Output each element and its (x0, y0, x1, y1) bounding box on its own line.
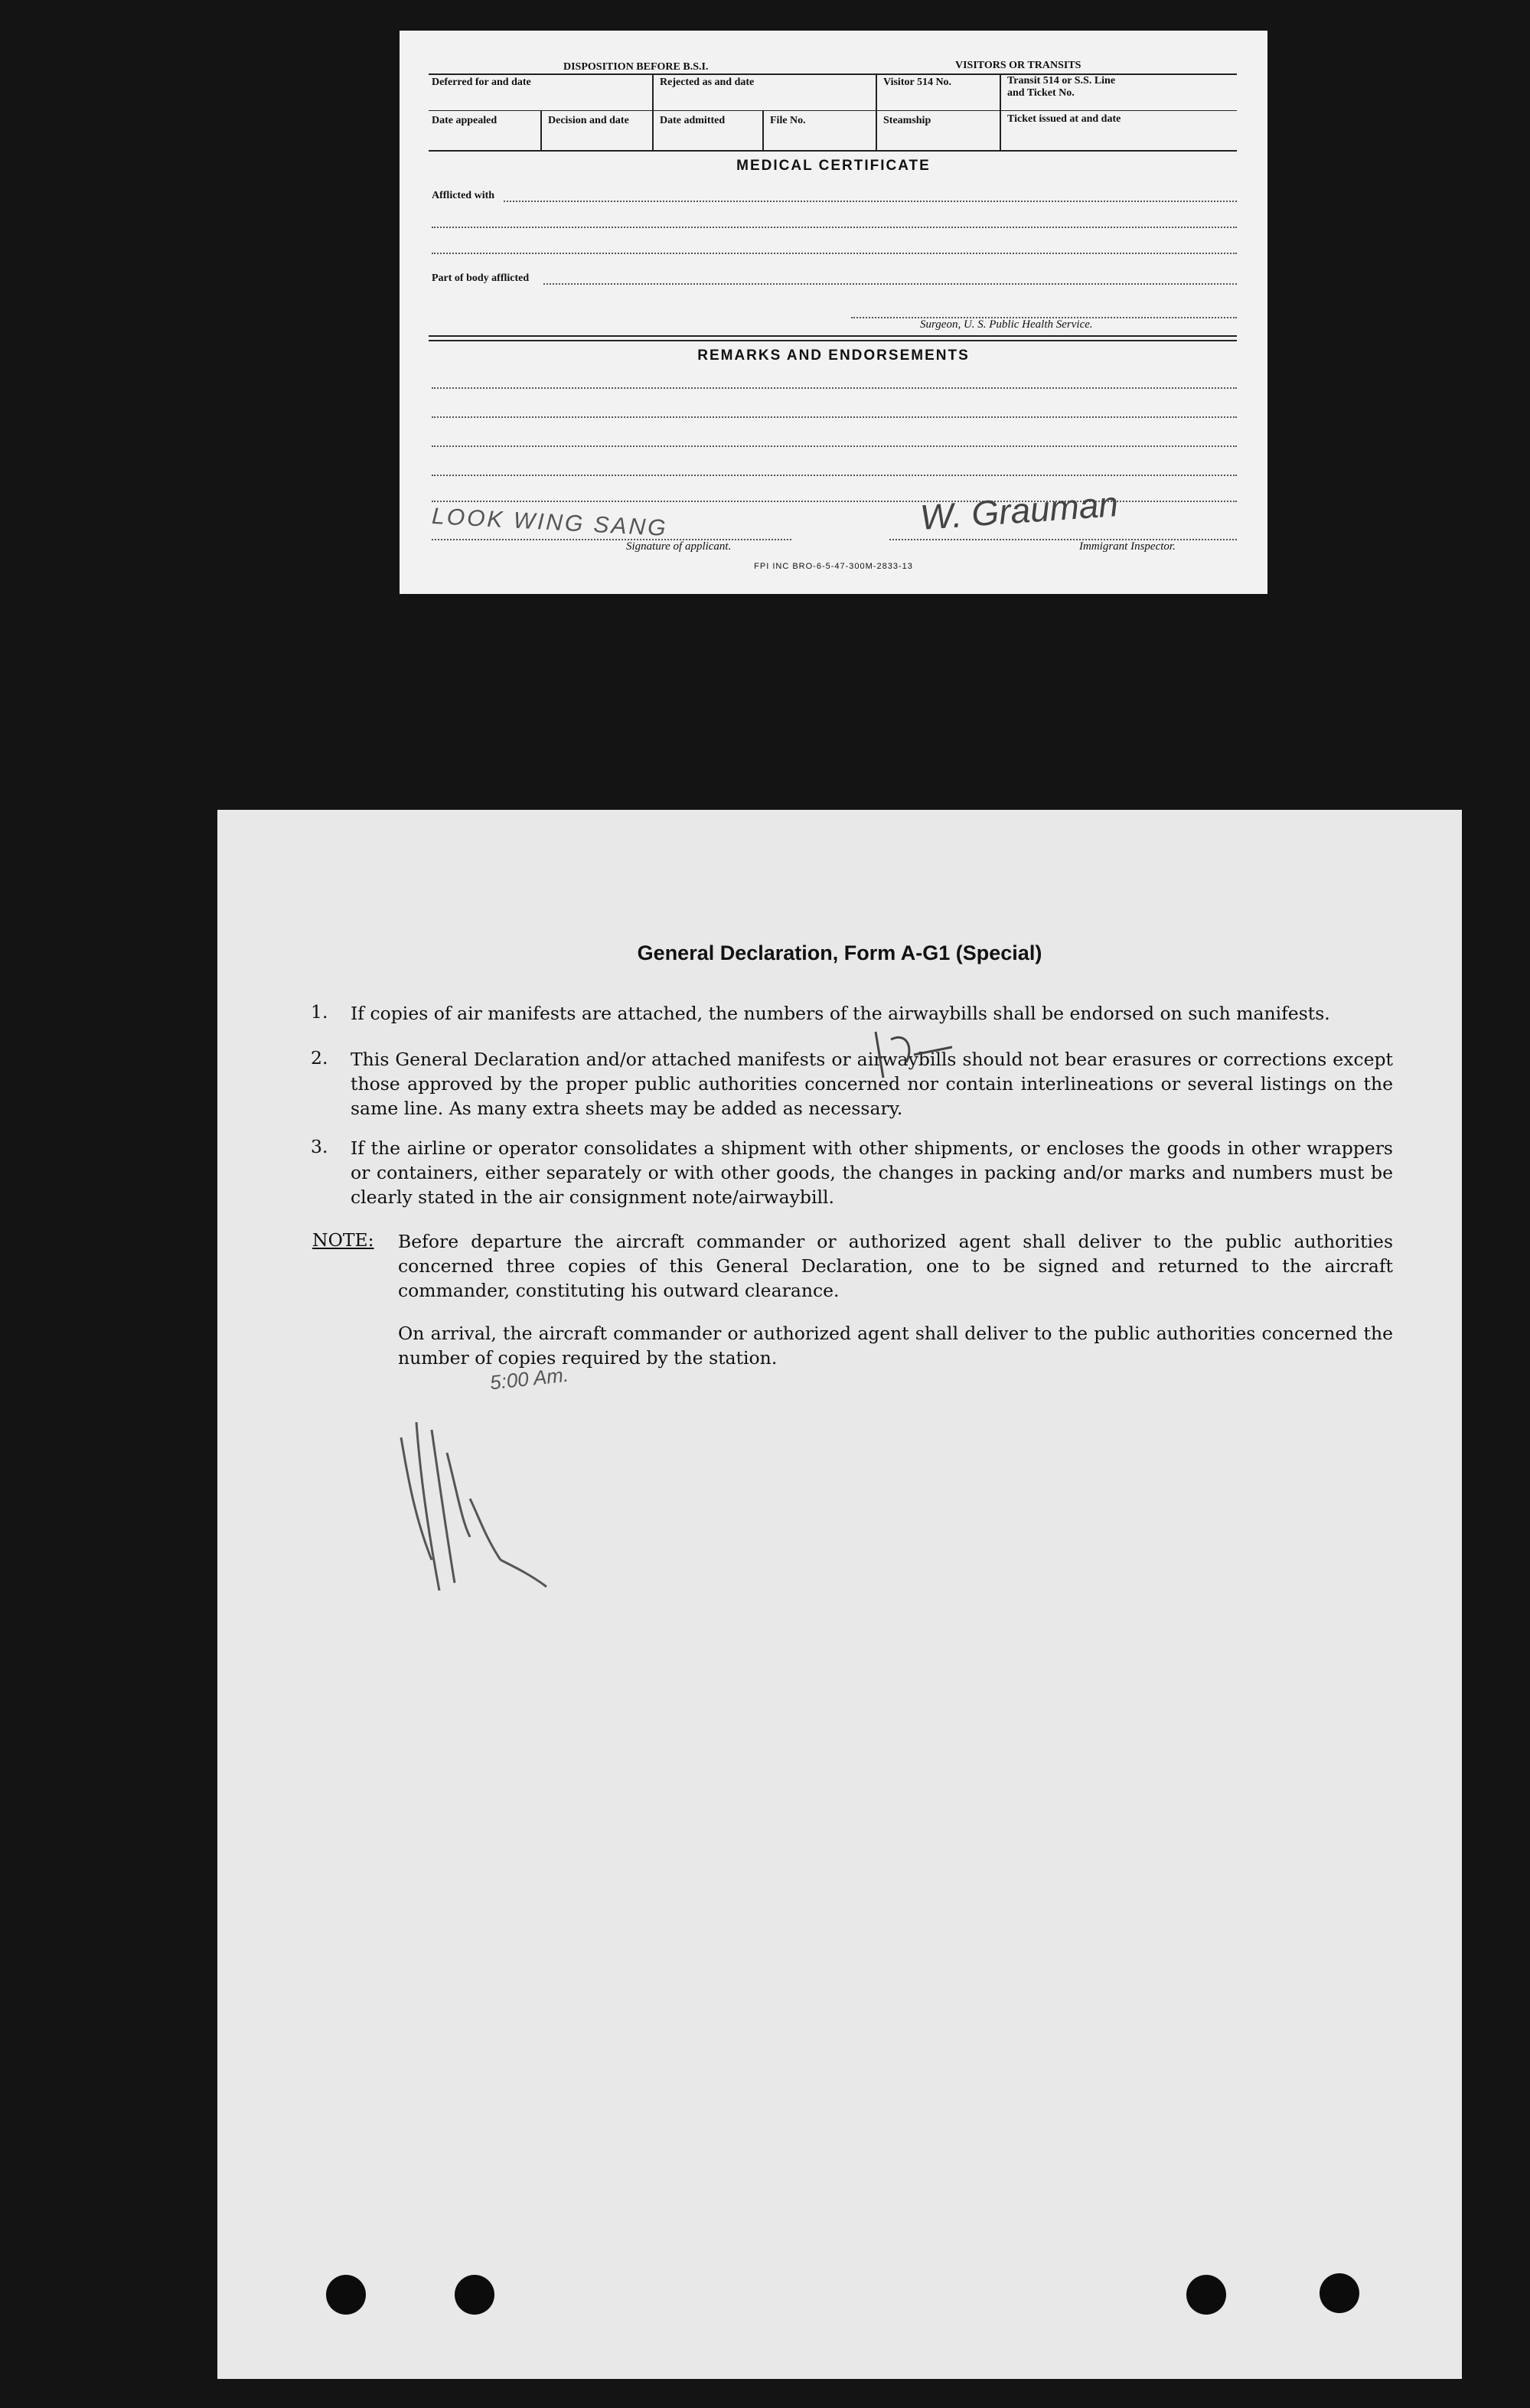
remarks-line (432, 416, 1237, 418)
col-divider (876, 73, 877, 150)
col-divider (540, 110, 542, 150)
binder-hole (1320, 2273, 1359, 2313)
steamship-label: Steamship (883, 115, 931, 126)
note-paragraph: On arrival, the aircraft commander or authorized agent shall deliver to the public authorities concerned the number of copies required by the station. (398, 1323, 1393, 1369)
section-rule-2 (429, 340, 1237, 341)
immigration-card (400, 31, 1267, 594)
transit-514-label: Transit 514 or S.S. Line (1007, 75, 1116, 86)
binder-hole (326, 2275, 366, 2315)
signature-applicant-label: Signature of applicant. (626, 540, 732, 553)
binder-hole (455, 2275, 494, 2315)
item-number: 3. (311, 1136, 328, 1157)
decision-label: Decision and date (548, 115, 629, 126)
ticket-issued-label: Ticket issued at and date (1007, 113, 1121, 125)
rejected-label: Rejected as and date (660, 77, 755, 88)
medical-certificate-title: MEDICAL CERTIFICATE (736, 158, 931, 174)
header-rule (429, 73, 1237, 75)
item-text: This General Declaration and/or attached manifests or airwaybills should not bear erasures or corrections except those approved by the proper public authorities concerned nor contain interlineations or several listings on the same line. As many extra sheets may be added as necessary. (351, 1049, 1393, 1119)
applicant-signature-line (432, 539, 791, 540)
part-of-body-line (543, 283, 1237, 285)
binder-hole (1186, 2275, 1226, 2315)
note-paragraph: Before departure the aircraft commander or authorized agent shall deliver to the public authorities concerned three copies of this General Declaration, one to be signed and returned to the aircraft commander, constituting his outward clearance. (398, 1231, 1393, 1301)
visitors-header: VISITORS OR TRANSITS (955, 60, 1081, 71)
general-declaration-sheet (217, 810, 1462, 2379)
note-label: NOTE: (312, 1229, 374, 1251)
file-no-label: File No. (770, 115, 806, 126)
col-divider (1000, 73, 1001, 150)
applicant-handwritten-name: LOOK WING SANG (431, 503, 669, 542)
remarks-line (432, 387, 1237, 389)
date-admitted-label: Date admitted (660, 115, 726, 126)
afflicted-line (504, 201, 1237, 202)
immigrant-inspector-label: Immigrant Inspector. (1079, 540, 1176, 553)
col-divider (652, 73, 654, 150)
handwritten-scribble (386, 1407, 569, 1606)
print-code: FPI INC BRO-6-5-47-300M-2833-13 (754, 562, 913, 571)
afflicted-line-2 (432, 227, 1237, 228)
section-rule (429, 335, 1237, 337)
item-text: If copies of air manifests are attached, the numbers of the airwaybills shall be endorsed on such manifests. (351, 1003, 1330, 1024)
disposition-header: DISPOSITION BEFORE B.S.I. (563, 61, 709, 73)
deferred-label: Deferred for and date (432, 77, 531, 88)
visitor-514-label: Visitor 514 No. (883, 77, 952, 88)
item-number: 1. (311, 1001, 328, 1023)
transit-514-label-2: and Ticket No. (1007, 87, 1075, 99)
remarks-line (432, 475, 1237, 476)
afflicted-with-label: Afflicted with (432, 190, 495, 201)
part-of-body-label: Part of body afflicted (432, 272, 530, 284)
declaration-title: General Declaration, Form A-G1 (Special) (637, 941, 1042, 964)
inspector-signature: W. Grauman (918, 484, 1120, 537)
afflicted-line-3 (432, 253, 1237, 254)
handwritten-mark (860, 1024, 967, 1085)
item-number: 2. (311, 1047, 328, 1069)
remarks-title: REMARKS AND ENDORSEMENTS (697, 347, 970, 364)
date-appealed-label: Date appealed (432, 115, 497, 126)
col-divider (762, 110, 764, 150)
inspector-signature-line (889, 539, 1237, 540)
row-rule (429, 110, 1237, 111)
remarks-line (432, 445, 1237, 447)
surgeon-label: Surgeon, U. S. Public Health Service. (920, 318, 1093, 331)
item-text: If the airline or operator consolidates a shipment with other shipments, or encloses the goods in other wrappers or containers, either separately or with other goods, the changes in packing and/or marks and numbers must be clearly stated in the air consignment note/airwaybill. (351, 1137, 1393, 1208)
handwritten-time-note: 5:00 Am. (488, 1362, 570, 1395)
header-bottom-rule (429, 150, 1237, 152)
